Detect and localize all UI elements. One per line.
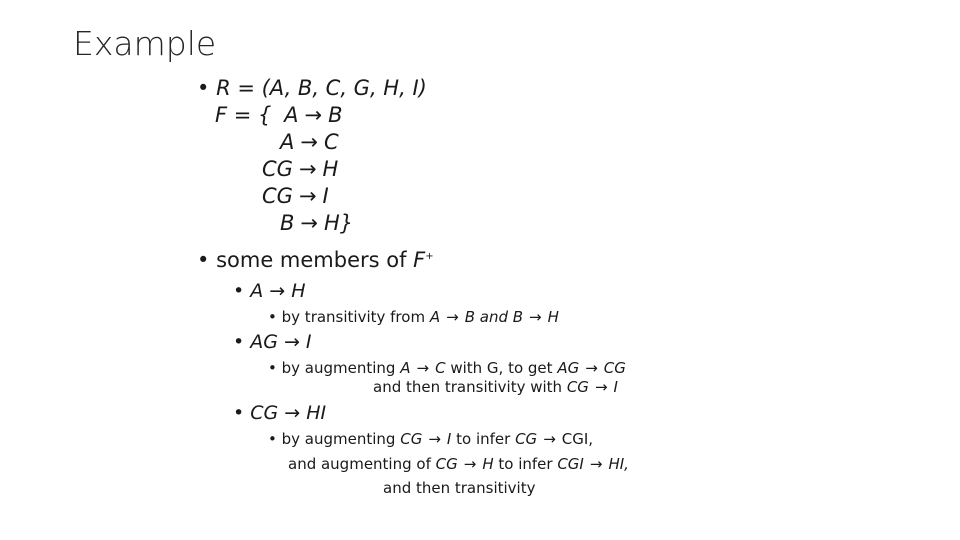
reason-term: I [446, 430, 452, 448]
reason-term: A [429, 308, 441, 326]
fd-line-2 [280, 130, 339, 154]
arrow-icon: → [589, 455, 603, 473]
bullet-marker: • [268, 430, 277, 448]
fd-rhs: I [322, 184, 329, 208]
fd-line-5 [280, 211, 353, 235]
arrow-icon: → [300, 130, 318, 154]
reason-text: by augmenting [281, 430, 401, 448]
member-rhs: HI [306, 402, 327, 424]
member-lhs: A [250, 280, 264, 302]
fd-lhs: A [284, 103, 299, 127]
arrow-icon: → [594, 378, 608, 396]
reason-term: CG [566, 378, 589, 396]
bullet-marker: • [233, 280, 245, 302]
reason-ag-i-line-2 [373, 378, 618, 396]
arrow-icon: → [298, 157, 317, 181]
closure-symbol: F [413, 248, 426, 272]
fd-set-open: F = { [215, 103, 272, 127]
bullet-marker: • [197, 248, 210, 272]
reason-term: CG [603, 359, 626, 377]
reason-text: to infer [493, 455, 558, 473]
reason-text: by augmenting [281, 359, 401, 377]
reason-term: CG [515, 430, 538, 448]
reason-text: to infer [451, 430, 516, 448]
reason-term: CG [400, 430, 423, 448]
member-lhs: AG [250, 331, 278, 353]
arrow-icon: → [529, 308, 542, 326]
members-heading-text: some members of [216, 248, 414, 272]
bullet-marker: • [233, 402, 245, 424]
arrow-icon: → [543, 430, 556, 448]
reason-term: AG [557, 359, 580, 377]
bullet-marker: • [268, 308, 277, 326]
reason-term: H [482, 455, 494, 473]
reason-term: CGI, [561, 430, 594, 448]
reason-text: and then transitivity [383, 479, 536, 497]
fd-line-4 [262, 184, 329, 208]
member-cg-hi [233, 402, 326, 424]
fd-lhs: A [280, 130, 295, 154]
reason-text: by transitivity from [281, 308, 430, 326]
slide-title: Example [73, 24, 217, 63]
reason-text: and augmenting of [288, 455, 436, 473]
closure-plus: + [425, 251, 434, 262]
arrow-icon: → [585, 359, 598, 377]
reason-term: H [547, 308, 559, 326]
bullet-marker: • [197, 76, 210, 100]
fd-lhs: B [280, 211, 295, 235]
fd-rhs: B [328, 103, 343, 127]
members-heading [197, 248, 434, 272]
member-rhs: I [305, 331, 312, 353]
member-a-h [233, 280, 305, 302]
reason-term: CGI [557, 455, 584, 473]
member-ag-i [233, 331, 312, 353]
relation-schema: R = (A, B, C, G, H, I) [216, 76, 427, 100]
reason-term: B [512, 308, 524, 326]
arrow-icon: → [298, 184, 317, 208]
reason-cg-hi-line-2 [288, 455, 629, 473]
arrow-icon: → [416, 359, 430, 377]
arrow-icon: → [428, 430, 441, 448]
member-rhs: H [291, 280, 306, 302]
arrow-icon: → [304, 103, 323, 127]
arrow-icon: → [463, 455, 477, 473]
arrow-icon: → [269, 280, 286, 302]
reason-text: and [474, 308, 513, 326]
arrow-icon: → [300, 211, 319, 235]
fd-line-1 [215, 103, 342, 127]
arrow-icon: → [284, 331, 300, 353]
reason-text: with G, to get [445, 359, 558, 377]
reason-term: C [435, 359, 446, 377]
reason-term: I [613, 378, 618, 396]
fd-lhs: CG [262, 184, 293, 208]
relation-line [197, 76, 427, 100]
reason-term: CG [435, 455, 458, 473]
reason-a-h [268, 308, 559, 326]
fd-rhs: H [322, 157, 339, 181]
member-lhs: CG [250, 402, 279, 424]
reason-term: B [464, 308, 475, 326]
fd-line-3 [262, 157, 338, 181]
reason-cg-hi-line-1 [268, 430, 593, 448]
reason-term: HI, [608, 455, 629, 473]
reason-term: A [400, 359, 411, 377]
fd-rhs: H} [324, 211, 354, 235]
bullet-marker: • [233, 331, 245, 353]
arrow-icon: → [284, 402, 301, 424]
reason-ag-i-line-1 [268, 359, 626, 377]
fd-rhs: C [323, 130, 339, 154]
arrow-icon: → [446, 308, 459, 326]
bullet-marker: • [268, 359, 277, 377]
fd-lhs: CG [262, 157, 293, 181]
reason-text: and then transitivity with [373, 378, 567, 396]
reason-cg-hi-line-3 [383, 479, 535, 497]
